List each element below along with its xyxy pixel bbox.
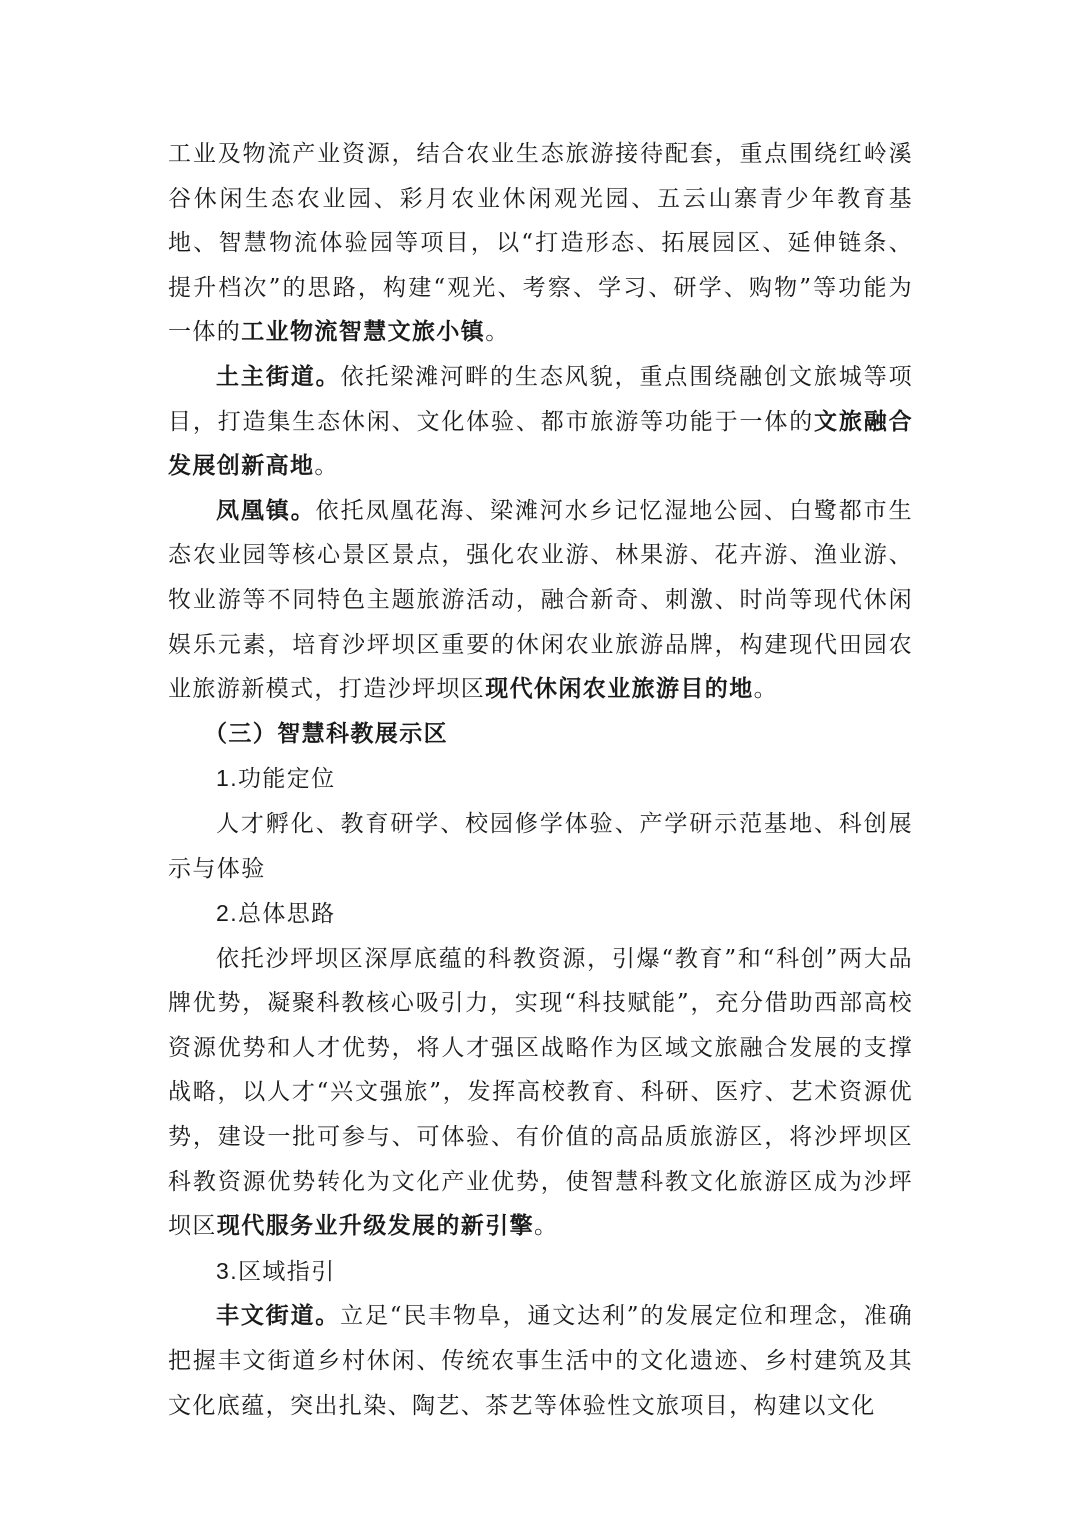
paragraph-text: 依托沙坪坝区深厚底蕴的科教资源，引爆“教育”和“科创”两大品牌优势，凝聚科教核心吸引力，实现“科技赋能”，充分借助西部高校资源优势和人才优势，将人才强区战略作为区域文旅融合发展的支撑战略，以人才“兴文强旅”，发挥高校教育、科研、医疗、艺术资源优势，建设一批可参与、可体验、有价值的高品质旅游区，将沙坪坝区科教资源优势转化为文化产业优势，使智慧科教文化旅游区成为沙坪坝区 xyxy=(168,945,913,1240)
paragraph-industrial-town xyxy=(168,132,913,355)
lead-title: 土主街道。 xyxy=(216,362,341,390)
document-body xyxy=(168,132,913,1428)
paragraph-end: 。 xyxy=(753,676,779,703)
highlight-text: 现代休闲农业旅游目的地 xyxy=(485,675,754,703)
subheading-text: 总体思路 xyxy=(237,901,336,928)
highlight-text: 工业物流智慧文旅小镇 xyxy=(241,318,486,346)
paragraph-tuzhu-street xyxy=(168,355,913,489)
highlight-text: 现代服务业升级发展的新引擎 xyxy=(216,1212,535,1240)
paragraph-text: 依托梁滩河畔的生态风貌，重点围绕融创文旅城等项目，打造集生态休闲、文化体验、都市旅游等功能于一体的 xyxy=(168,363,914,435)
lead-title: 丰文街道。 xyxy=(216,1302,341,1330)
subheading-text: 功能定位 xyxy=(237,766,336,793)
paragraph-function: 人才孵化、教育研学、校园修学体验、产学研示范基地、科创展示与体验 xyxy=(168,810,913,882)
lead-title: 凤凰镇。 xyxy=(216,496,316,524)
subheading-text: 区域指引 xyxy=(237,1258,336,1285)
paragraph-text: 立足“民丰物阜，通文达利”的发展定位和理念，准确把握丰文街道乡村休闲、传统农事生活中的文化遗迹、乡村建筑及其文化底蕴，突出扎染、陶艺、茶艺等体验性文旅项目，构建以文化 xyxy=(168,1303,913,1419)
subheading-number: 2. xyxy=(216,900,238,927)
paragraph-end: 。 xyxy=(314,453,339,480)
subheading-function xyxy=(168,756,913,802)
subheading-number: 3. xyxy=(216,1257,238,1284)
paragraph-fenghuang-town xyxy=(168,489,913,712)
subheading-approach xyxy=(168,891,913,937)
subheading-number: 1. xyxy=(216,765,238,792)
paragraph-fengwen-street xyxy=(168,1294,913,1428)
section-heading: （三）智慧科教展示区 xyxy=(204,719,448,747)
subheading-regional-guide xyxy=(168,1249,913,1295)
paragraph-end: 。 xyxy=(534,1213,559,1240)
paragraph-end: 。 xyxy=(485,319,510,346)
paragraph-text: 工业及物流产业资源，结合农业生态旅游接待配套，重点围绕红岭溪谷休闲生态农业园、彩月农业休闲观光园、五云山寨青少年教育基地、智慧物流体验园等项目，以“打造形态、拓展园区、延伸链条、提升档次”的思路，构建“观光、考察、学习、研学、购物”等功能为一体的 xyxy=(168,141,913,346)
highlight-text: 文旅融合发展创新高地 xyxy=(168,407,913,480)
paragraph-text: 依托凤凰花海、梁滩河水乡记忆湿地公园、白鹭都市生态农业园等核心景区景点，强化农业游、林果游、花卉游、渔业游、牧业游等不同特色主题旅游活动，融合新奇、刺激、时尚等现代休闲娱乐元素，培育沙坪坝区重要的休闲农业旅游品牌，构建现代田园农业旅游新模式，打造沙坪坝区 xyxy=(168,497,913,703)
paragraph-approach xyxy=(168,937,913,1249)
